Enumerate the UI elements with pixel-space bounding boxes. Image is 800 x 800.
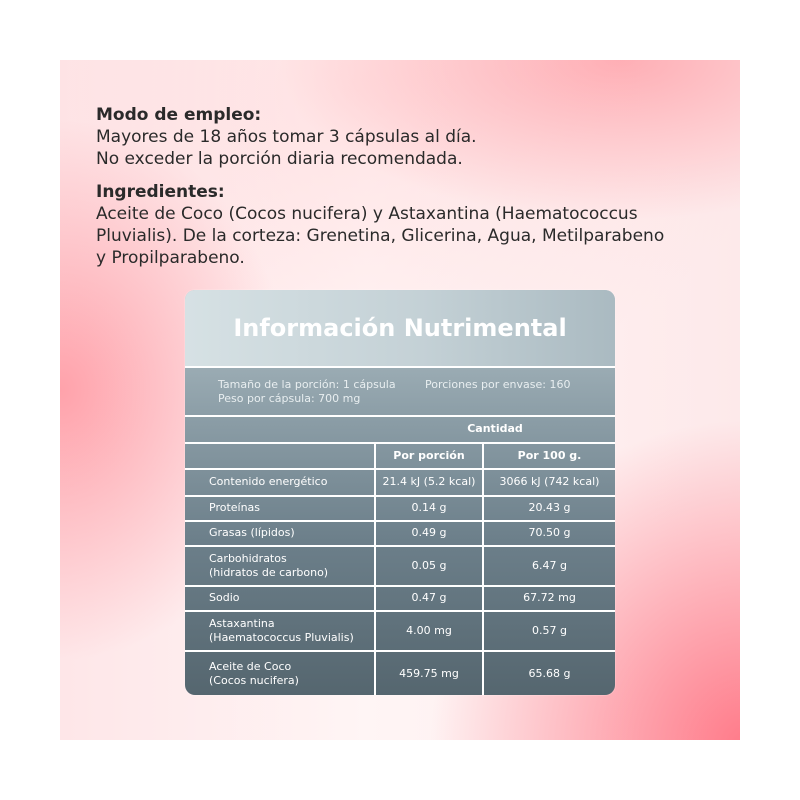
nutrient-name: Contenido energético bbox=[209, 475, 328, 488]
ingredients-line: y Propilparabeno. bbox=[96, 248, 245, 268]
capsule-weight: Peso por cápsula: 700 mg bbox=[218, 392, 361, 405]
nutrition-title: Información Nutrimental bbox=[185, 290, 615, 366]
col-header-per-100g: Por 100 g. bbox=[517, 449, 582, 462]
usage-line: No exceder la porción diaria recomendada. bbox=[96, 149, 463, 169]
ingredients-section bbox=[96, 181, 716, 269]
per-100g-value: 65.68 g bbox=[528, 666, 571, 680]
column-divider bbox=[482, 442, 484, 695]
nutrition-facts-table bbox=[185, 290, 615, 695]
per-serving-value: 459.75 mg bbox=[399, 666, 459, 680]
product-info-panel bbox=[60, 60, 740, 740]
column-divider bbox=[374, 442, 376, 695]
per-serving-value: 0.14 g bbox=[411, 501, 447, 514]
per-100g-value: 20.43 g bbox=[528, 501, 571, 514]
serving-info bbox=[218, 378, 570, 406]
servings-per-container: Porciones por envase: 160 bbox=[425, 378, 571, 391]
ingredients-heading: Ingredientes: bbox=[96, 182, 225, 202]
usage-instructions bbox=[96, 104, 477, 170]
usage-heading: Modo de empleo: bbox=[96, 105, 262, 125]
usage-line: Mayores de 18 años tomar 3 cápsulas al día. bbox=[96, 127, 477, 147]
serving-size: Tamaño de la porción: 1 cápsula bbox=[218, 378, 396, 391]
per-100g-value: 0.57 g bbox=[532, 623, 567, 637]
nutrient-name: Sodio bbox=[209, 591, 240, 604]
quantity-header: Cantidad bbox=[467, 422, 523, 435]
per-100g-value: 70.50 g bbox=[528, 526, 571, 539]
divider bbox=[185, 366, 615, 368]
nutrient-name: Astaxantina (Haematococcus Pluvialis) bbox=[209, 616, 354, 644]
per-serving-value: 21.4 kJ (5.2 kcal) bbox=[382, 475, 476, 488]
per-serving-value: 4.00 mg bbox=[406, 623, 452, 637]
nutrient-name: Aceite de Coco (Cocos nucifera) bbox=[209, 659, 299, 687]
per-serving-value: 0.05 g bbox=[411, 558, 447, 572]
nutrient-name: Proteínas bbox=[209, 501, 261, 514]
per-100g-value: 3066 kJ (742 kcal) bbox=[499, 475, 600, 488]
per-serving-value: 0.47 g bbox=[411, 591, 447, 604]
col-header-per-serving: Por porción bbox=[393, 449, 465, 462]
per-serving-value: 0.49 g bbox=[411, 526, 447, 539]
ingredients-line: Aceite de Coco (Cocos nucifera) y Astaxantina (Haematococcus bbox=[96, 204, 638, 224]
nutrient-name: Carbohidratos (hidratos de carbono) bbox=[209, 551, 329, 579]
ingredients-line: Pluvialis). De la corteza: Grenetina, Glicerina, Agua, Metilparabeno bbox=[96, 226, 665, 246]
per-100g-value: 67.72 mg bbox=[523, 591, 576, 604]
per-100g-value: 6.47 g bbox=[532, 558, 567, 572]
nutrient-name: Grasas (lípidos) bbox=[209, 526, 295, 539]
